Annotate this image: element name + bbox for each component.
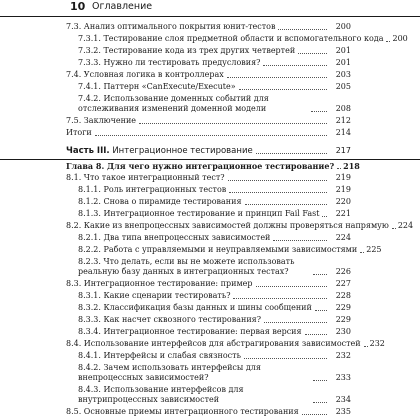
part-number: Часть III. xyxy=(66,146,110,156)
dot-leader xyxy=(392,228,396,229)
toc-entry xyxy=(0,383,420,405)
toc-entry xyxy=(0,80,420,92)
toc-entry xyxy=(0,126,420,138)
toc-entry-title: Итоги xyxy=(66,128,92,137)
toc-entry-title: Интеграционное тестирование xyxy=(112,146,253,156)
dot-leader xyxy=(245,204,327,205)
page-header xyxy=(0,0,420,17)
dot-leader xyxy=(256,153,327,154)
toc-entry xyxy=(0,92,420,114)
dot-leader xyxy=(227,77,327,78)
toc-entry xyxy=(0,20,420,32)
toc-entry xyxy=(0,361,420,383)
toc-entry-page: 218 xyxy=(343,161,360,171)
toc-entry xyxy=(0,183,420,195)
toc-entry-title: 8.1.2. Снова о пирамиде тестирования xyxy=(78,197,242,206)
toc-entry-title: 7.4. Условная логика в контроллерах xyxy=(66,70,224,79)
toc-entry-title: 7.3. Анализ оптимального покрытия юнит-тестов xyxy=(66,22,276,31)
toc-entry-title: 8.3. Интеграционное тестирование: пример xyxy=(66,279,253,288)
toc-entry xyxy=(0,44,420,56)
toc-entry-page: 229 xyxy=(335,315,351,324)
toc-entry xyxy=(0,171,420,183)
toc-entry-page: 221 xyxy=(335,209,351,218)
toc-entry-page: 214 xyxy=(335,128,351,137)
toc-entry-title: 8.3.1. Какие сценарии тестировать? xyxy=(78,291,231,300)
toc-part-heading xyxy=(0,144,420,156)
toc-entry-title: 8.1.3. Интеграционное тестирование и принцип Fail Fast xyxy=(78,209,320,218)
toc-entry-title: 8.2. Какие из внепроцессных зависимостей должны проверяться напрямую xyxy=(66,221,389,230)
dot-leader xyxy=(233,298,327,299)
dot-leader xyxy=(315,310,327,311)
toc-entry-title: 8.4.3. Использование интерфейсов для внутрипроцессных зависимостей xyxy=(78,385,244,404)
toc-entry-page: 219 xyxy=(335,185,351,194)
dot-leader xyxy=(298,53,327,54)
toc-entry xyxy=(0,56,420,68)
toc-entry-page: 203 xyxy=(335,70,351,79)
toc-entry-title: 7.4.2. Использование доменных событий для отслеживания изменений доменной модели xyxy=(78,94,269,113)
dot-leader xyxy=(263,65,327,66)
toc-entry-page: 201 xyxy=(335,46,351,55)
toc-entry xyxy=(0,68,420,80)
toc-entry-page: 200 xyxy=(335,22,351,31)
toc-entry-title: Глава 8. Для чего нужно интеграционное тестирование? xyxy=(66,161,335,171)
dot-leader xyxy=(322,216,327,217)
dot-leader xyxy=(95,135,327,136)
toc-entry-title: 7.3.3. Нужно ли тестировать предусловия? xyxy=(78,58,261,67)
toc-entry xyxy=(0,195,420,207)
dot-leader xyxy=(244,358,327,359)
toc-entry-page: 208 xyxy=(335,104,351,113)
dot-leader xyxy=(264,322,327,323)
toc-entry-title: 8.4. Использование интерфейсов для абстрагирования зависимостей xyxy=(66,339,361,348)
toc-entry-title: 8.3.2. Классификация базы данных и шины сообщений xyxy=(78,303,312,312)
toc-entry-title: 8.3.3. Как насчет сквозного тестирования? xyxy=(78,315,261,324)
toc-entry-page: 228 xyxy=(335,291,351,300)
toc-entry xyxy=(0,301,420,313)
toc-entry xyxy=(0,32,420,44)
toc-entry-title: 7.3.2. Тестирование кода из трех других четвертей xyxy=(78,46,296,55)
dot-leader xyxy=(273,240,327,241)
toc-entry-title: 8.1. Что такое интеграционный тест? xyxy=(66,173,225,182)
dot-leader xyxy=(239,89,327,90)
toc-entry-page: 233 xyxy=(335,373,351,382)
toc-entry-title: 8.5. Основные приемы интеграционного тестирования xyxy=(66,407,299,416)
toc-entry-page: 235 xyxy=(335,407,351,416)
toc-entry-page: 212 xyxy=(335,116,351,125)
dot-leader xyxy=(278,29,327,30)
toc-entry xyxy=(0,207,420,219)
toc-entry-page: 234 xyxy=(335,395,351,404)
toc-entry-page: 224 xyxy=(335,233,351,242)
toc-entry-title: 7.5. Заключение xyxy=(66,116,137,125)
dot-leader xyxy=(139,123,327,124)
dot-leader xyxy=(360,252,364,253)
toc-entry-page: 219 xyxy=(335,173,351,182)
dot-leader xyxy=(229,192,327,193)
toc-entry-title: 8.2.3. Что делать, если вы не можете использовать реальную базу данных в интеграционных тестах? xyxy=(78,257,295,276)
dot-leader xyxy=(337,168,341,169)
dot-leader xyxy=(302,414,327,415)
toc-entry xyxy=(0,277,420,289)
toc-entry xyxy=(0,349,420,361)
toc-entry-page: 229 xyxy=(335,303,351,312)
toc-entry-page: 205 xyxy=(335,82,351,91)
dot-leader xyxy=(364,346,368,347)
table-of-contents xyxy=(0,20,420,417)
dot-leader xyxy=(313,402,327,403)
toc-entry-page: 232 xyxy=(335,351,351,360)
toc-entry xyxy=(0,243,420,255)
toc-entry-page: 200 xyxy=(392,34,408,43)
toc-entry-page: 226 xyxy=(335,267,351,276)
toc-entry xyxy=(0,289,420,301)
toc-entry xyxy=(0,405,420,417)
toc-entry-title: 8.1.1. Роль интеграционных тестов xyxy=(78,185,227,194)
toc-entry xyxy=(0,255,420,277)
toc-entry-title: 7.3.1. Тестирование слоя предметной области и вспомогательного кода xyxy=(78,34,384,43)
page-number: 10 xyxy=(70,0,86,13)
toc-entry xyxy=(0,337,420,349)
toc-entry xyxy=(0,313,420,325)
toc-entry-page: 225 xyxy=(366,245,382,254)
dot-leader xyxy=(313,274,327,275)
toc-entry-title: 8.4.1. Интерфейсы и слабая связность xyxy=(78,351,241,360)
dot-leader xyxy=(311,111,327,112)
dot-leader xyxy=(256,286,327,287)
toc-entry xyxy=(0,114,420,126)
toc-entry-title: 8.4.2. Зачем использовать интерфейсы для внепроцессных зависимостей? xyxy=(78,363,261,382)
toc-entry-page: 227 xyxy=(335,279,351,288)
toc-entry-title: 8.3.4. Интеграционное тестирование: первая версия xyxy=(78,327,302,336)
toc-entry xyxy=(0,219,420,231)
toc-entry xyxy=(0,325,420,337)
toc-entry-page: 232 xyxy=(369,339,385,348)
toc-entry-title: 8.2.2. Работа с управляемыми и неуправляемыми зависимостями xyxy=(78,245,358,254)
toc-entry-page: 224 xyxy=(397,221,414,230)
header-title: Оглавление xyxy=(92,1,153,12)
dot-leader xyxy=(305,334,327,335)
dot-leader xyxy=(386,41,390,42)
dot-leader xyxy=(313,380,327,381)
toc-entry-page: 230 xyxy=(335,327,351,336)
toc-entry-title: 7.4.1. Паттерн «CanExecute/Execute» xyxy=(78,82,236,91)
dot-leader xyxy=(228,180,327,181)
toc-entry-title: 8.2.1. Два типа внепроцессных зависимостей xyxy=(78,233,271,242)
toc-entry-page: 220 xyxy=(335,197,351,206)
toc-entry-page: 217 xyxy=(335,146,351,155)
toc-entry xyxy=(0,231,420,243)
toc-entry-page: 201 xyxy=(335,58,351,67)
toc-chapter-heading xyxy=(0,159,420,171)
